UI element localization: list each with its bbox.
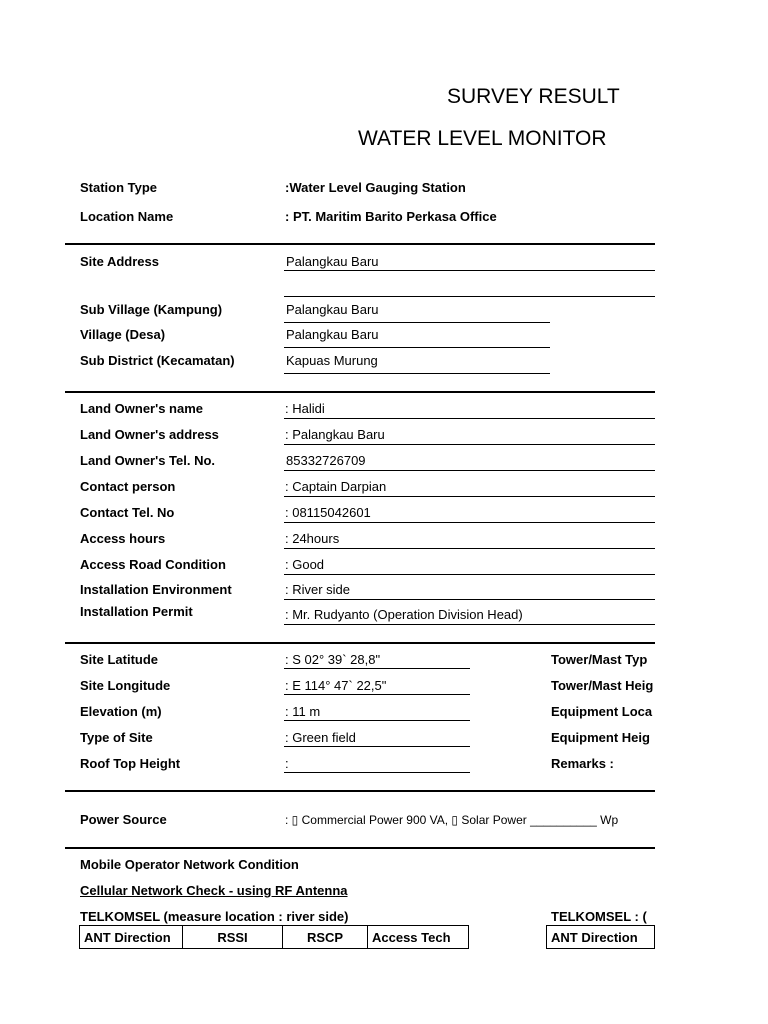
owner-tel-underline <box>284 470 655 471</box>
col-rssi: RSSI <box>183 926 283 949</box>
site-longitude-underline <box>284 694 470 695</box>
village-value: Palangkau Baru <box>286 327 379 342</box>
roof-top-height-value: : <box>285 756 289 771</box>
site-address-label: Site Address <box>80 254 159 269</box>
telkomsel-left-heading: TELKOMSEL (measure location : river side) <box>80 909 349 924</box>
owner-name-underline <box>284 418 655 419</box>
section-divider <box>65 790 655 792</box>
roof-top-height-label: Roof Top Height <box>80 756 181 771</box>
section-divider <box>65 642 655 644</box>
rf-table-left <box>79 925 469 949</box>
elevation-underline <box>284 720 470 721</box>
access-hours-label: Access hours <box>80 531 166 546</box>
sub-village-value: Palangkau Baru <box>286 302 379 317</box>
station-type-label: Station Type <box>80 180 158 195</box>
install-env-label: Installation Environment <box>80 582 232 597</box>
col-access-tech: Access Tech <box>368 926 469 949</box>
road-condition-underline <box>284 574 655 575</box>
network-subheading: Cellular Network Check - using RF Antenna <box>80 883 348 898</box>
site-latitude-underline <box>284 668 470 669</box>
site-address-underline-2 <box>284 296 655 297</box>
contact-tel-value: : 08115042601 <box>285 505 371 520</box>
owner-address-value: : Palangkau Baru <box>285 427 385 442</box>
install-env-value: : River side <box>285 582 351 597</box>
owner-name-value: : Halidi <box>285 401 325 416</box>
sub-village-label: Sub Village (Kampung) <box>80 302 223 317</box>
rf-table-right <box>546 925 655 949</box>
site-longitude-value: : E 114° 47` 22,5" <box>285 678 387 693</box>
col-ant-direction-right: ANT Direction <box>547 926 655 949</box>
tower-height-label: Tower/Mast Heig <box>551 678 654 693</box>
site-address-underline <box>284 270 655 271</box>
road-condition-label: Access Road Condition <box>80 557 226 572</box>
title-line1: SURVEY RESULT <box>447 85 620 108</box>
title-line2: WATER LEVEL MONITOR <box>358 127 607 150</box>
elevation-value: : 11 m <box>285 704 321 719</box>
contact-person-underline <box>284 496 655 497</box>
section-divider <box>65 847 655 849</box>
access-hours-value: : 24hours <box>285 531 340 546</box>
owner-address-underline <box>284 444 655 445</box>
install-env-underline <box>284 599 655 600</box>
col-rscp: RSCP <box>283 926 368 949</box>
section-divider <box>65 243 655 245</box>
equipment-location-label: Equipment Loca <box>551 704 653 719</box>
station-type-value: :Water Level Gauging Station <box>285 180 466 195</box>
power-source-label: Power Source <box>80 812 167 827</box>
road-condition-value: : Good <box>285 557 325 572</box>
location-name-value: : PT. Maritim Barito Perkasa Office <box>285 209 497 224</box>
telkomsel-right-heading: TELKOMSEL : ( <box>551 909 647 924</box>
owner-name-label: Land Owner's name <box>80 401 204 416</box>
table-row <box>547 926 655 949</box>
roof-top-height-underline <box>284 772 470 773</box>
site-type-underline <box>284 746 470 747</box>
contact-tel-underline <box>284 522 655 523</box>
site-type-value: : Green field <box>285 730 356 745</box>
elevation-label: Elevation (m) <box>80 704 162 719</box>
sub-village-underline <box>284 322 550 323</box>
owner-tel-label: Land Owner's Tel. No. <box>80 453 216 468</box>
contact-tel-label: Contact Tel. No <box>80 505 175 520</box>
power-source-value: : ▯ Commercial Power 900 VA, ▯ Solar Power __________ Wp <box>285 813 619 827</box>
tower-type-label: Tower/Mast Typ <box>551 652 648 667</box>
site-type-label: Type of Site <box>80 730 153 745</box>
location-name-label: Location Name <box>80 209 174 224</box>
owner-tel-value: 85332726709 <box>286 453 366 468</box>
network-heading: Mobile Operator Network Condition <box>80 857 299 872</box>
install-permit-underline <box>284 624 655 625</box>
village-label: Village (Desa) <box>80 327 166 342</box>
equipment-height-label: Equipment Heig <box>551 730 650 745</box>
site-latitude-value: : S 02° 39` 28,8" <box>285 652 381 667</box>
install-permit-label: Installation Permit <box>80 604 193 619</box>
sub-district-label: Sub District (Kecamatan) <box>80 353 235 368</box>
contact-person-label: Contact person <box>80 479 176 494</box>
village-underline <box>284 347 550 348</box>
contact-person-value: : Captain Darpian <box>285 479 387 494</box>
sub-district-value: Kapuas Murung <box>286 353 378 368</box>
col-ant-direction: ANT Direction <box>80 926 183 949</box>
install-permit-value: : Mr. Rudyanto (Operation Division Head) <box>285 607 523 622</box>
remarks-label: Remarks : <box>551 756 614 771</box>
access-hours-underline <box>284 548 655 549</box>
table-row <box>80 926 469 949</box>
owner-address-label: Land Owner's address <box>80 427 219 442</box>
site-address-value: Palangkau Baru <box>286 254 379 269</box>
sub-district-underline <box>284 373 550 374</box>
section-divider <box>65 391 655 393</box>
site-longitude-label: Site Longitude <box>80 678 171 693</box>
site-latitude-label: Site Latitude <box>80 652 159 667</box>
